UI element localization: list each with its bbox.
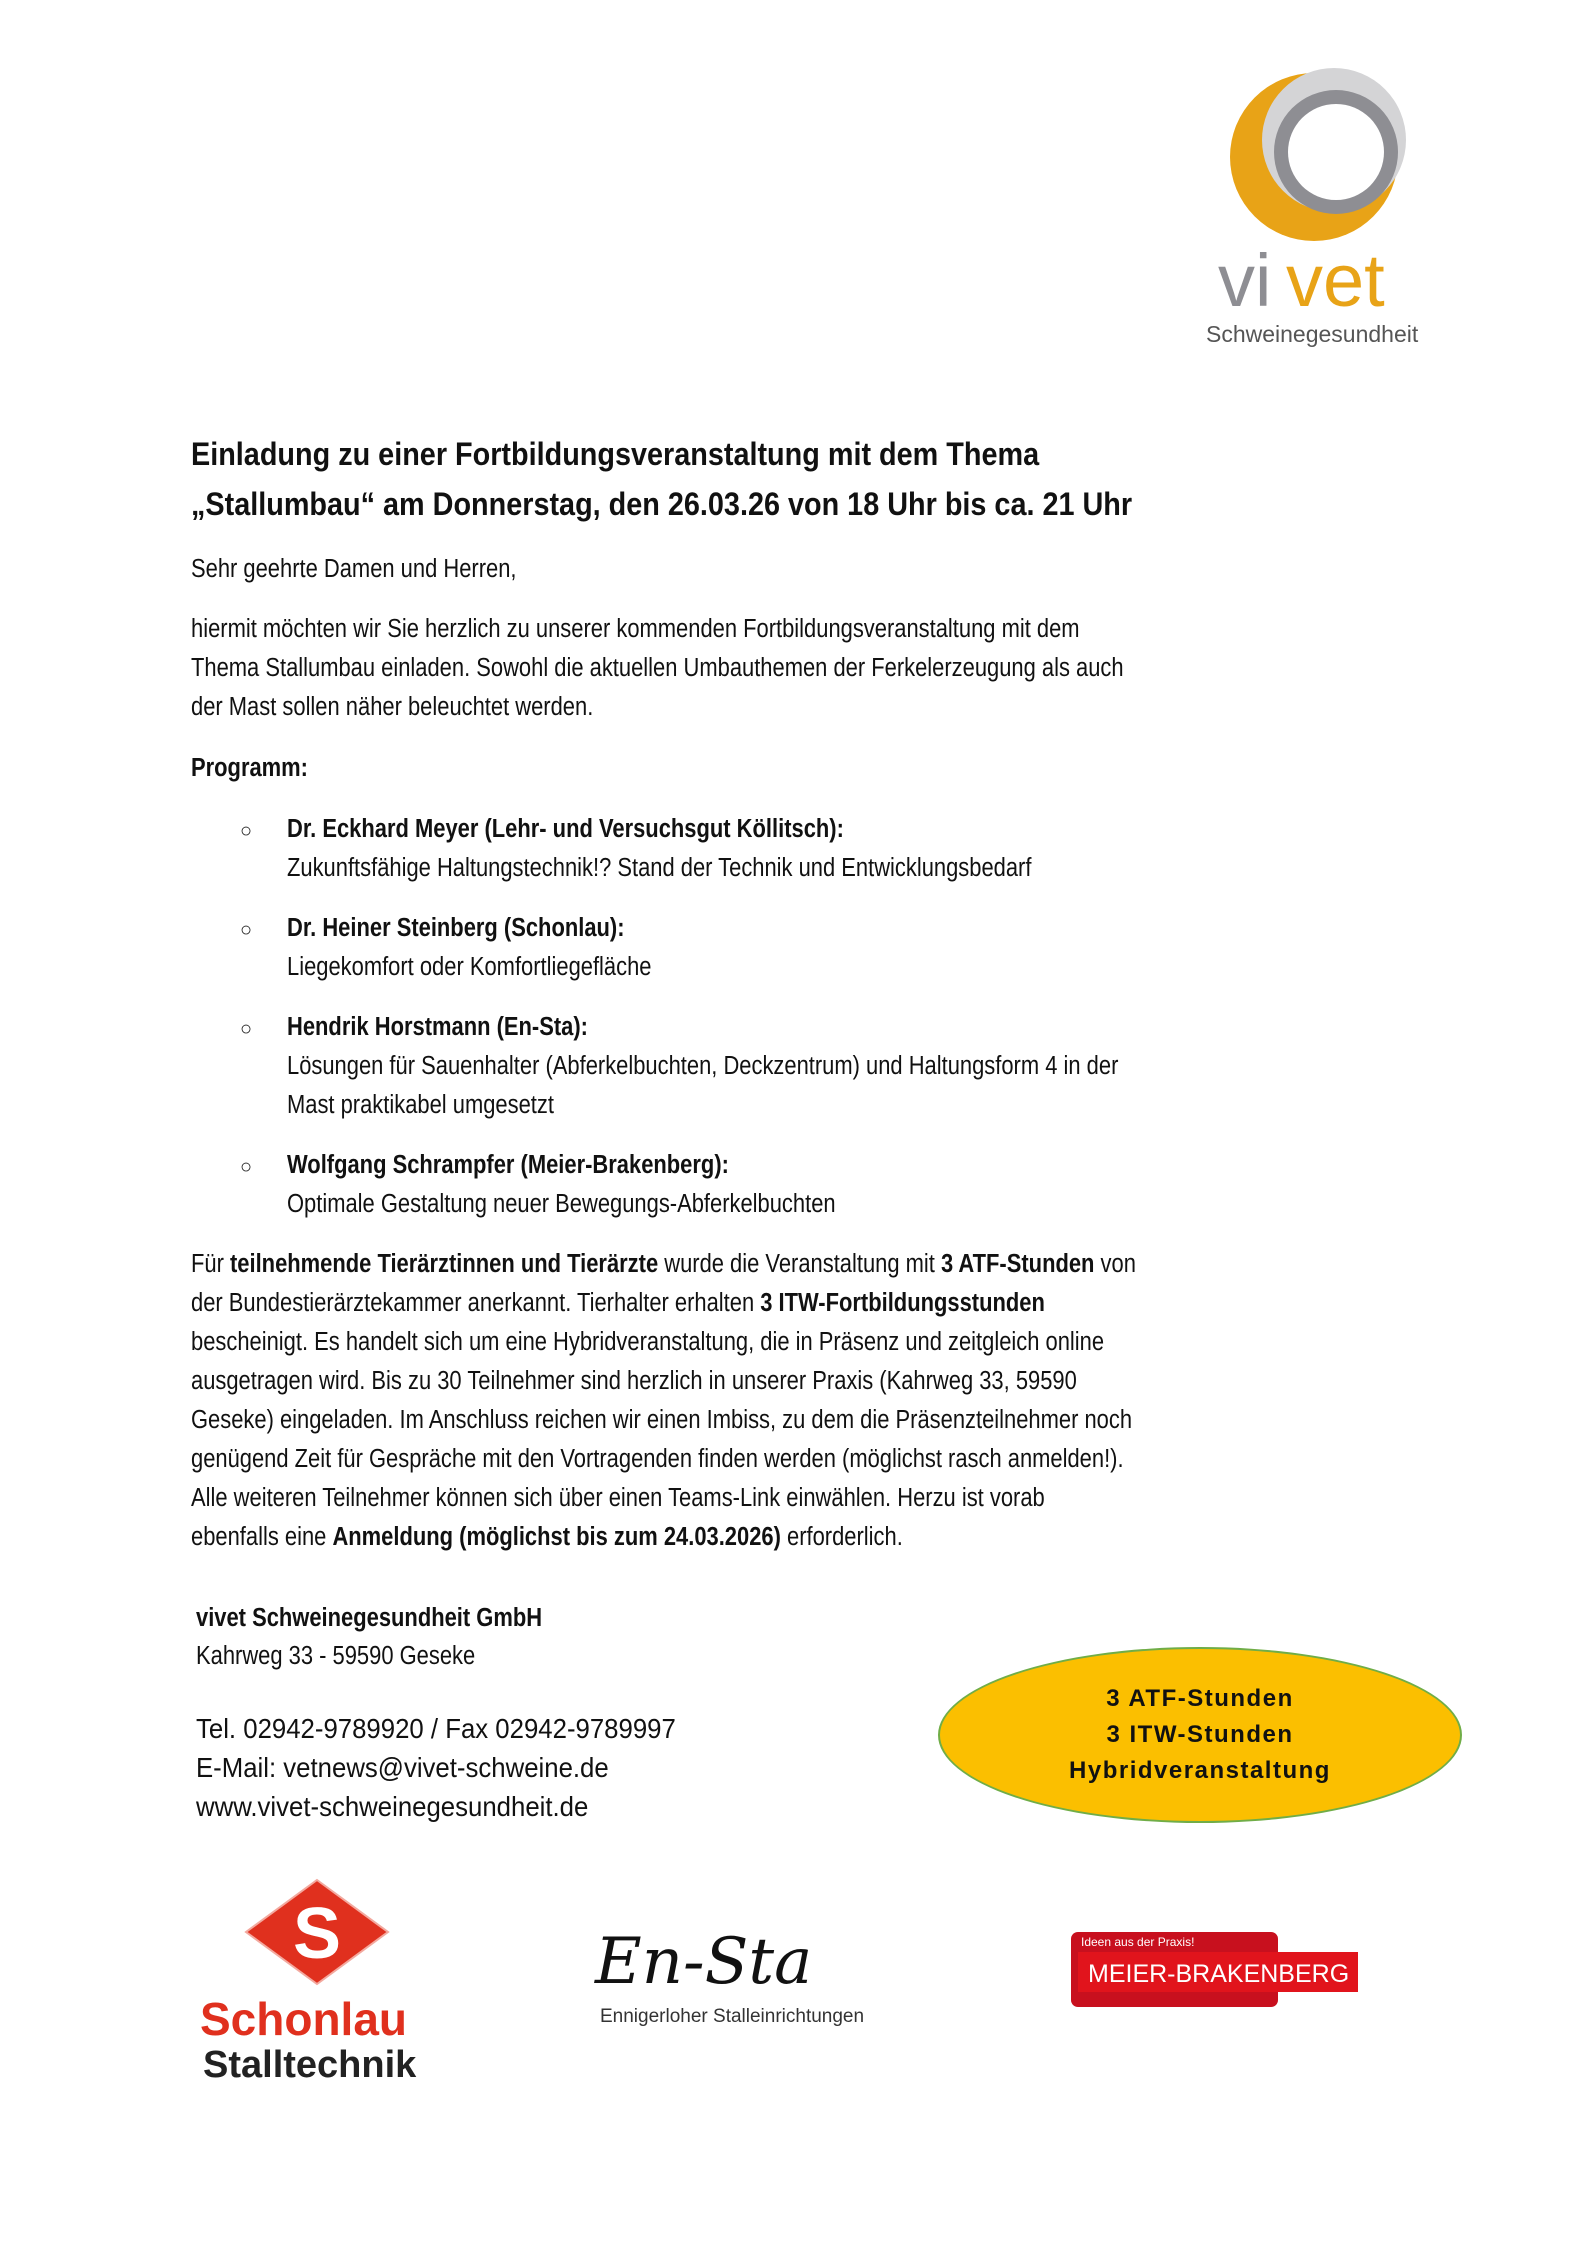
meier-brakenberg-logo <box>1070 1930 1370 2030</box>
vivet-ring-icon <box>1196 52 1446 352</box>
program-speaker: Dr. Eckhard Meyer (Lehr- und Versuchsgut Köllitsch): <box>287 815 844 843</box>
details-line: ausgetragen wird. Bis zu 30 Teilnehmer sind herzlich in unserer Praxis (Kahrweg 33, 59590 <box>191 1367 1077 1395</box>
details-line: ebenfalls eine Anmeldung (möglichst bis zum 24.03.2026) erforderlich. <box>191 1523 903 1551</box>
schonlau-name: Schonlau <box>200 1993 408 2045</box>
meier-tagline: Ideen aus der Praxis! <box>1081 1935 1195 1949</box>
details-line: Für teilnehmende Tierärztinnen und Tierärzte wurde die Veranstaltung mit 3 ATF-Stunden von <box>191 1250 1136 1278</box>
details-line: Alle weiteren Teilnehmer können sich über einen Teams-Link einwählen. Herzu ist vorab <box>191 1484 1045 1512</box>
program-topic: Optimale Gestaltung neuer Bewegungs-Abferkelbuchten <box>287 1190 836 1218</box>
company-email[interactable]: E-Mail: vetnews@vivet-schweine.de <box>196 1752 609 1783</box>
schonlau-letter: S <box>292 1894 342 1974</box>
program-topic: Mast praktikabel umgesetzt <box>287 1091 554 1119</box>
credits-badge <box>938 1647 1462 1823</box>
program-speaker: Wolfgang Schrampfer (Meier-Brakenberg): <box>287 1151 729 1179</box>
company-website[interactable]: www.vivet-schweinegesundheit.de <box>196 1791 589 1822</box>
page-title-line1: Einladung zu einer Fortbildungsveranstaltung mit dem Thema <box>191 436 1040 472</box>
bullet-icon: ○ <box>240 1156 253 1178</box>
salutation: Sehr geehrte Damen und Herren, <box>191 555 517 583</box>
ensta-name: En-Sta <box>595 1925 813 1999</box>
company-name: vivet Schweinegesundheit GmbH <box>196 1604 543 1632</box>
details-line: Geseke) eingeladen. Im Anschluss reichen wir einen Imbiss, zu dem die Präsenzteilnehmer noch <box>191 1406 1133 1434</box>
schonlau-logo <box>195 1872 445 2092</box>
badge-atf: 3 ATF-Stunden <box>1106 1685 1294 1712</box>
meier-name: MEIER-BRAKENBERG <box>1088 1960 1350 1988</box>
bullet-icon: ○ <box>240 1018 253 1040</box>
ensta-logo <box>590 1925 920 2045</box>
ensta-sub: Ennigerloher Stalleinrichtungen <box>600 2006 865 2027</box>
company-address: Kahrweg 33 - 59590 Geseke <box>196 1642 476 1670</box>
details-line: genügend Zeit für Gespräche mit den Vortragenden finden werden (möglichst rasch anmelden!). <box>191 1445 1124 1473</box>
program-speaker: Hendrik Horstmann (En-Sta): <box>287 1013 588 1041</box>
intro-line: der Mast sollen näher beleuchtet werden. <box>191 693 594 721</box>
details-line: bescheinigt. Es handelt sich um eine Hybridveranstaltung, die in Präsenz und zeitgleich online <box>191 1328 1105 1356</box>
badge-hybrid: Hybridveranstaltung <box>1069 1757 1331 1784</box>
intro-line: hiermit möchten wir Sie herzlich zu unserer kommenden Fortbildungsveranstaltung mit dem <box>191 615 1080 643</box>
vivet-logo <box>1196 52 1446 352</box>
schonlau-sub: Stalltechnik <box>203 2044 417 2086</box>
program-topic: Zukunftsfähige Haltungstechnik!? Stand der Technik und Entwicklungsbedarf <box>287 854 1032 882</box>
vivet-tagline: Schweinegesundheit <box>1206 321 1419 347</box>
company-phone: Tel. 02942-9789920 / Fax 02942-9789997 <box>196 1713 676 1744</box>
program-topic: Lösungen für Sauenhalter (Abferkelbuchten, Deckzentrum) und Haltungsform 4 in der <box>287 1052 1119 1080</box>
program-speaker: Dr. Heiner Steinberg (Schonlau): <box>287 914 625 942</box>
vivet-wordmark-vet: vet <box>1286 239 1385 322</box>
intro-line: Thema Stallumbau einladen. Sowohl die aktuellen Umbauthemen der Ferkelerzeugung als auch <box>191 654 1124 682</box>
vivet-wordmark-vi: vi <box>1218 239 1272 322</box>
bullet-icon: ○ <box>240 820 253 842</box>
badge-itw: 3 ITW-Stunden <box>1106 1721 1294 1748</box>
page-title-line2: „Stallumbau“ am Donnerstag, den 26.03.26 von 18 Uhr bis ca. 21 Uhr <box>191 486 1133 522</box>
program-topic: Liegekomfort oder Komfortliegefläche <box>287 953 652 981</box>
program-heading: Programm: <box>191 754 308 782</box>
details-line: der Bundestierärztekammer anerkannt. Tierhalter erhalten 3 ITW-Fortbildungsstunden <box>191 1289 1045 1317</box>
bullet-icon: ○ <box>240 919 253 941</box>
